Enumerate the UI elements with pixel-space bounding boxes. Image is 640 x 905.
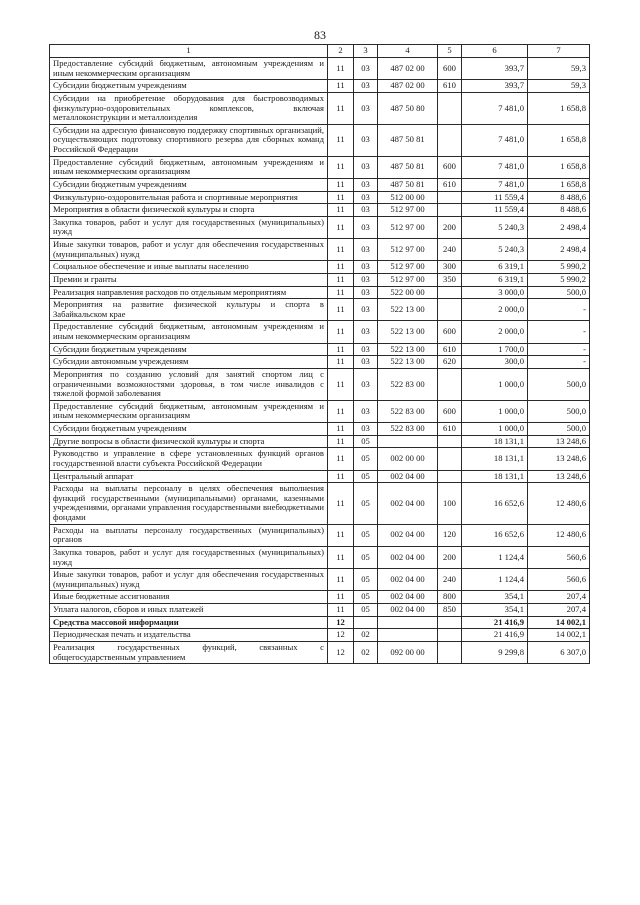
cell-section: 11 [328,80,354,93]
cell-target-article: 522 13 00 [378,356,438,369]
table-row [50,92,590,124]
cell-target-article [378,435,438,448]
cell-sum-actual: 59,3 [528,58,590,80]
cell-name: Иные бюджетные ассигнования [50,591,328,604]
cell-name: Закупка товаров, работ и услуг для государственных (муниципальных) нужд [50,216,328,238]
table-body [50,58,590,664]
cell-expense-type: 610 [438,343,462,356]
cell-sum-plan: 300,0 [462,356,528,369]
cell-section: 11 [328,483,354,525]
table-row [50,80,590,93]
cell-sum-actual: 13 248,6 [528,435,590,448]
header-col-6: 6 [462,45,528,58]
cell-subsection: 03 [354,400,378,422]
header-col-5: 5 [438,45,462,58]
table-row [50,343,590,356]
cell-section: 11 [328,546,354,568]
cell-sum-plan: 21 416,9 [462,629,528,642]
cell-section: 11 [328,321,354,343]
cell-expense-type: 600 [438,58,462,80]
cell-subsection: 02 [354,629,378,642]
cell-sum-plan: 5 240,3 [462,239,528,261]
cell-expense-type [438,92,462,124]
header-col-4: 4 [378,45,438,58]
cell-name: Предоставление субсидий бюджетным, автономным учреждениям и иным некоммерческим организациям [50,321,328,343]
table-row [50,546,590,568]
cell-expense-type: 600 [438,321,462,343]
cell-target-article: 002 00 00 [378,448,438,470]
cell-section: 11 [328,604,354,617]
cell-subsection: 03 [354,156,378,178]
cell-section: 11 [328,448,354,470]
cell-expense-type: 120 [438,524,462,546]
cell-sum-actual: 12 480,6 [528,524,590,546]
cell-section: 11 [328,178,354,191]
cell-name: Субсидии автономным учреждениям [50,356,328,369]
cell-section: 11 [328,423,354,436]
cell-name: Реализация направления расходов по отдельным мероприятиям [50,286,328,299]
cell-target-article: 002 04 00 [378,591,438,604]
cell-expense-type: 620 [438,356,462,369]
cell-target-article: 002 04 00 [378,524,438,546]
cell-expense-type [438,204,462,217]
cell-expense-type [438,286,462,299]
table-row [50,616,590,629]
cell-name: Другие вопросы в области физической культуры и спорта [50,435,328,448]
table-row [50,356,590,369]
table-header-row [50,45,590,58]
cell-sum-actual: 560,6 [528,569,590,591]
cell-sum-actual: 59,3 [528,80,590,93]
cell-section: 11 [328,470,354,483]
cell-sum-actual: 13 248,6 [528,470,590,483]
cell-sum-actual: 1 658,8 [528,124,590,156]
cell-target-article: 512 97 00 [378,239,438,261]
cell-sum-plan: 354,1 [462,591,528,604]
cell-target-article: 002 04 00 [378,604,438,617]
cell-sum-actual: 207,4 [528,591,590,604]
cell-section: 11 [328,591,354,604]
cell-sum-actual: 14 002,1 [528,616,590,629]
table-row [50,524,590,546]
cell-target-article: 522 83 00 [378,400,438,422]
cell-target-article: 002 04 00 [378,483,438,525]
cell-target-article: 522 13 00 [378,321,438,343]
cell-subsection: 03 [354,178,378,191]
cell-subsection: 05 [354,435,378,448]
cell-expense-type: 350 [438,273,462,286]
cell-name: Иные закупки товаров, работ и услуг для обеспечения государственных (муниципальных) нужд [50,239,328,261]
cell-sum-actual: 1 658,8 [528,92,590,124]
table-row [50,156,590,178]
cell-name: Расходы на выплаты персоналу государственных (муниципальных) органов [50,524,328,546]
table-row [50,124,590,156]
cell-subsection: 03 [354,80,378,93]
header-col-7: 7 [528,45,590,58]
cell-sum-actual: 500,0 [528,423,590,436]
cell-expense-type [438,448,462,470]
cell-subsection: 05 [354,569,378,591]
cell-section: 11 [328,343,354,356]
cell-sum-plan: 6 319,1 [462,261,528,274]
header-col-2: 2 [328,45,354,58]
cell-sum-actual: 1 658,8 [528,178,590,191]
cell-target-article: 512 97 00 [378,216,438,238]
table-row [50,483,590,525]
table-row [50,591,590,604]
cell-section: 12 [328,641,354,663]
cell-section: 11 [328,216,354,238]
cell-name: Закупка товаров, работ и услуг для государственных (муниципальных) нужд [50,546,328,568]
table-row [50,321,590,343]
cell-name: Субсидии бюджетным учреждениям [50,423,328,436]
table-row [50,569,590,591]
cell-sum-plan: 18 131,1 [462,435,528,448]
cell-expense-type [438,368,462,400]
cell-expense-type [438,124,462,156]
cell-subsection: 03 [354,191,378,204]
cell-name: Предоставление субсидий бюджетным, автономным учреждениям и иным некоммерческим организациям [50,58,328,80]
cell-section: 11 [328,569,354,591]
cell-expense-type: 200 [438,546,462,568]
cell-sum-actual: 13 248,6 [528,448,590,470]
cell-target-article: 512 97 00 [378,204,438,217]
cell-target-article [378,616,438,629]
cell-section: 11 [328,368,354,400]
cell-sum-plan: 9 299,8 [462,641,528,663]
cell-section: 11 [328,124,354,156]
cell-name: Социальное обеспечение и иные выплаты населению [50,261,328,274]
cell-name: Субсидии бюджетным учреждениям [50,178,328,191]
budget-table [49,44,590,664]
cell-expense-type: 300 [438,261,462,274]
cell-name: Руководство и управление в сфере установленных функций органов государственной власти субъекта Российской Федерации [50,448,328,470]
table-row [50,423,590,436]
table-row [50,604,590,617]
cell-sum-actual: - [528,299,590,321]
cell-sum-plan: 7 481,0 [462,156,528,178]
cell-subsection: 05 [354,524,378,546]
table-row [50,216,590,238]
cell-name: Центральный аппарат [50,470,328,483]
table-row [50,470,590,483]
cell-section: 11 [328,191,354,204]
cell-expense-type [438,470,462,483]
cell-section: 11 [328,286,354,299]
cell-sum-plan: 1 124,4 [462,546,528,568]
cell-sum-plan: 1 000,0 [462,368,528,400]
cell-target-article: 487 50 80 [378,92,438,124]
cell-sum-actual: 14 002,1 [528,629,590,642]
cell-sum-actual: 6 307,0 [528,641,590,663]
cell-sum-plan: 16 652,6 [462,524,528,546]
cell-name: Предоставление субсидий бюджетным, автономным учреждениям и иным некоммерческим организациям [50,156,328,178]
cell-sum-plan: 18 131,1 [462,448,528,470]
cell-sum-plan: 2 000,0 [462,321,528,343]
cell-section: 11 [328,92,354,124]
cell-target-article [378,629,438,642]
cell-sum-plan: 7 481,0 [462,92,528,124]
cell-target-article: 522 13 00 [378,343,438,356]
cell-sum-plan: 393,7 [462,58,528,80]
cell-sum-actual: 1 658,8 [528,156,590,178]
cell-sum-actual: - [528,343,590,356]
cell-sum-actual: 2 498,4 [528,239,590,261]
cell-subsection: 03 [354,261,378,274]
table-row [50,178,590,191]
cell-target-article: 522 83 00 [378,423,438,436]
cell-target-article: 522 00 00 [378,286,438,299]
cell-sum-actual: 500,0 [528,400,590,422]
cell-name: Уплата налогов, сборов и иных платежей [50,604,328,617]
table-row [50,191,590,204]
page-number: 83 [314,28,326,42]
cell-sum-plan: 7 481,0 [462,178,528,191]
cell-subsection: 05 [354,448,378,470]
cell-name: Мероприятия по созданию условий для занятий спортом лиц с ограниченными возможностями здоровья, в том числе инвалидов с тяжелой формой заболевания [50,368,328,400]
cell-subsection [354,616,378,629]
cell-name: Физкультурно-оздоровительная работа и спортивные мероприятия [50,191,328,204]
cell-name: Субсидии на адресную финансовую поддержку спортивных организаций, осуществляющих подготовку спортивного резерва для сборных команд Российской Федерации [50,124,328,156]
cell-target-article: 512 97 00 [378,261,438,274]
cell-sum-plan: 1 000,0 [462,400,528,422]
cell-subsection: 05 [354,591,378,604]
header-col-3: 3 [354,45,378,58]
cell-sum-plan: 11 559,4 [462,204,528,217]
cell-subsection: 03 [354,286,378,299]
cell-expense-type: 610 [438,80,462,93]
cell-section: 11 [328,435,354,448]
cell-sum-plan: 1 700,0 [462,343,528,356]
cell-name: Субсидии на приобретение оборудования для быстровозводимых физкультурно-оздоровительных комплексов, включая металлоконструкции и металлоизделия [50,92,328,124]
table-row [50,273,590,286]
cell-expense-type [438,616,462,629]
cell-target-article: 002 04 00 [378,470,438,483]
table-row [50,400,590,422]
cell-name: Средства массовой информации [50,616,328,629]
cell-sum-plan: 3 000,0 [462,286,528,299]
cell-target-article: 512 00 00 [378,191,438,204]
cell-subsection: 05 [354,604,378,617]
cell-target-article: 092 00 00 [378,641,438,663]
cell-subsection: 03 [354,92,378,124]
cell-sum-actual: 500,0 [528,286,590,299]
cell-expense-type [438,299,462,321]
cell-name: Субсидии бюджетным учреждениям [50,343,328,356]
cell-section: 11 [328,58,354,80]
cell-section: 12 [328,616,354,629]
cell-sum-plan: 18 131,1 [462,470,528,483]
cell-section: 11 [328,261,354,274]
cell-subsection: 02 [354,641,378,663]
cell-expense-type: 850 [438,604,462,617]
table-row [50,435,590,448]
cell-sum-actual: 12 480,6 [528,483,590,525]
cell-subsection: 03 [354,58,378,80]
cell-subsection: 03 [354,204,378,217]
cell-expense-type: 600 [438,400,462,422]
cell-name: Премии и гранты [50,273,328,286]
cell-sum-actual: 207,4 [528,604,590,617]
cell-sum-plan: 5 240,3 [462,216,528,238]
cell-sum-actual: 8 488,6 [528,204,590,217]
cell-section: 11 [328,356,354,369]
cell-expense-type [438,641,462,663]
cell-target-article: 512 97 00 [378,273,438,286]
cell-section: 11 [328,524,354,546]
cell-target-article: 002 04 00 [378,569,438,591]
cell-name: Реализация государственных функций, связанных с общегосударственным управлением [50,641,328,663]
cell-subsection: 05 [354,483,378,525]
cell-expense-type: 610 [438,178,462,191]
cell-target-article: 487 02 00 [378,80,438,93]
cell-expense-type: 610 [438,423,462,436]
cell-name: Мероприятия в области физической культуры и спорта [50,204,328,217]
cell-subsection: 03 [354,368,378,400]
table-row [50,261,590,274]
cell-sum-actual: 5 990,2 [528,273,590,286]
cell-subsection: 03 [354,124,378,156]
cell-subsection: 03 [354,343,378,356]
cell-subsection: 03 [354,423,378,436]
cell-section: 11 [328,156,354,178]
cell-subsection: 03 [354,273,378,286]
cell-expense-type [438,191,462,204]
cell-sum-actual: - [528,321,590,343]
cell-subsection: 03 [354,299,378,321]
cell-sum-plan: 1 124,4 [462,569,528,591]
cell-name: Расходы на выплаты персоналу в целях обеспечения выполнения функций государственными (муниципальными) органами, казенными учреждениями, органами управления государственными внебюджетными фондами [50,483,328,525]
cell-sum-plan: 11 559,4 [462,191,528,204]
cell-section: 11 [328,273,354,286]
table-row [50,448,590,470]
cell-target-article: 487 50 81 [378,178,438,191]
cell-sum-plan: 393,7 [462,80,528,93]
table-row [50,239,590,261]
cell-subsection: 05 [354,546,378,568]
cell-expense-type [438,435,462,448]
cell-sum-actual: 2 498,4 [528,216,590,238]
cell-sum-actual: - [528,356,590,369]
cell-subsection: 03 [354,239,378,261]
cell-sum-actual: 500,0 [528,368,590,400]
cell-section: 11 [328,299,354,321]
cell-section: 11 [328,204,354,217]
cell-subsection: 03 [354,356,378,369]
cell-section: 11 [328,239,354,261]
cell-section: 12 [328,629,354,642]
cell-name: Предоставление субсидий бюджетным, автономным учреждениям и иным некоммерческим организациям [50,400,328,422]
cell-sum-plan: 354,1 [462,604,528,617]
cell-name: Мероприятия на развитие физической культуры и спорта в Забайкальском крае [50,299,328,321]
cell-name: Иные закупки товаров, работ и услуг для обеспечения государственных (муниципальных) нужд [50,569,328,591]
cell-sum-plan: 21 416,9 [462,616,528,629]
header-col-1: 1 [50,45,328,58]
cell-subsection: 03 [354,216,378,238]
cell-expense-type: 240 [438,239,462,261]
cell-expense-type: 600 [438,156,462,178]
cell-expense-type: 200 [438,216,462,238]
cell-target-article: 002 04 00 [378,546,438,568]
table-row [50,629,590,642]
cell-sum-actual: 8 488,6 [528,191,590,204]
table-row [50,286,590,299]
cell-sum-plan: 2 000,0 [462,299,528,321]
table-row [50,299,590,321]
table-row [50,204,590,217]
cell-subsection: 05 [354,470,378,483]
cell-target-article: 487 02 00 [378,58,438,80]
cell-target-article: 487 50 81 [378,124,438,156]
table-row [50,58,590,80]
cell-expense-type: 800 [438,591,462,604]
cell-name: Субсидии бюджетным учреждениям [50,80,328,93]
cell-expense-type: 100 [438,483,462,525]
cell-name: Периодическая печать и издательства [50,629,328,642]
cell-expense-type [438,629,462,642]
cell-sum-plan: 7 481,0 [462,124,528,156]
cell-target-article: 522 83 00 [378,368,438,400]
cell-target-article: 487 50 81 [378,156,438,178]
cell-target-article: 522 13 00 [378,299,438,321]
cell-sum-actual: 5 990,2 [528,261,590,274]
table-row [50,368,590,400]
cell-subsection: 03 [354,321,378,343]
cell-sum-plan: 6 319,1 [462,273,528,286]
cell-expense-type: 240 [438,569,462,591]
cell-sum-plan: 1 000,0 [462,423,528,436]
cell-sum-actual: 560,6 [528,546,590,568]
cell-section: 11 [328,400,354,422]
table-row [50,641,590,663]
cell-sum-plan: 16 652,6 [462,483,528,525]
